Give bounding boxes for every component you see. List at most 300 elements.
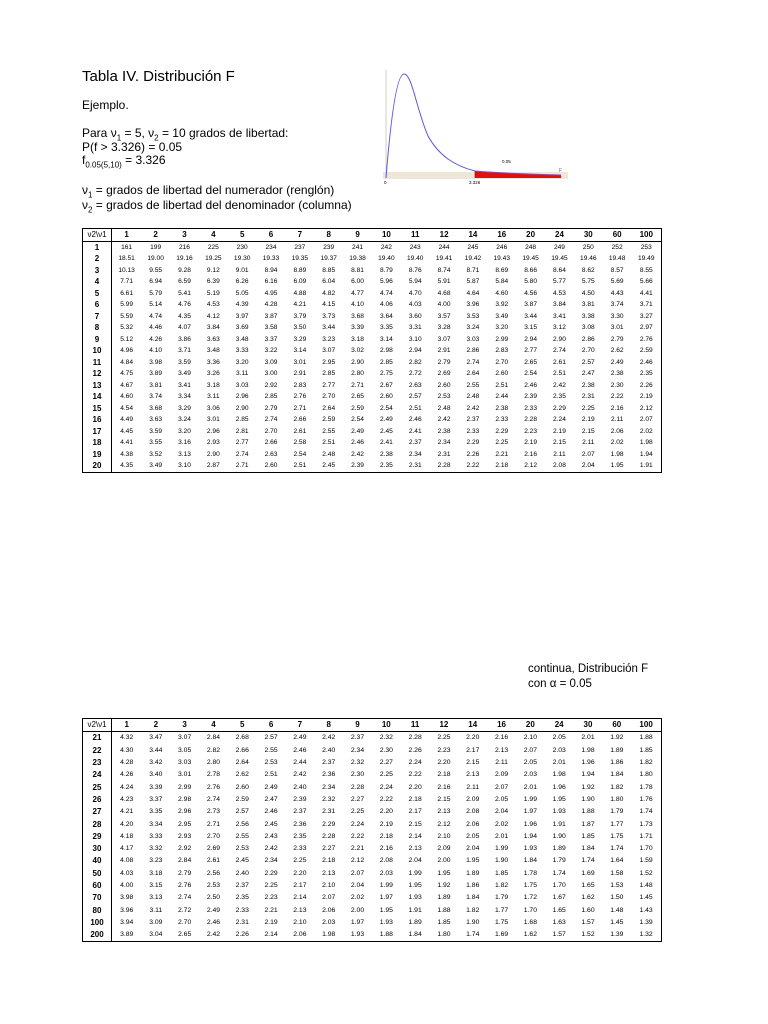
table-row [83,322,662,334]
table-header-row [83,719,662,732]
table-cell: 2.34 [322,783,336,791]
table-cell: 2.06 [610,427,624,435]
table-cell: 3.98 [149,358,163,366]
table-row [83,241,662,253]
table-cell: 2.92 [264,381,278,389]
table-cell: 4.39 [235,301,249,309]
table-cell: 2.74 [553,347,566,355]
table-cell: 2.37 [322,759,336,767]
table-cell: 3.44 [322,324,336,332]
table-row [83,253,662,265]
table-cell: 1.95 [466,857,480,865]
table-cell: 2.20 [408,783,422,791]
table-cell: 2.13 [494,746,509,754]
column-header: 11 [401,719,430,732]
table-cell: 1.39 [610,931,624,939]
row-header: 40 [83,855,112,867]
table-cell: 2.27 [379,759,393,767]
table-cell: 3.20 [235,358,249,366]
table-cell: 2.83 [293,381,307,389]
table-cell: 4.30 [120,746,134,754]
table-cell: 2.85 [322,370,336,378]
table-cell: 2.42 [437,416,451,424]
table-cell: 3.87 [524,301,538,309]
table-cell: 2.96 [206,427,220,435]
table-cell: 2.79 [437,358,451,366]
table-cell: 1.88 [581,808,595,816]
row-header: 16 [83,414,112,426]
table-cell: 2.33 [495,416,509,424]
column-header: 5 [228,229,257,242]
table-cell: 6.26 [235,278,249,286]
table-cell: 2.91 [293,370,307,378]
table-cell: 6.39 [206,278,220,286]
table-cell: 2.62 [235,771,249,779]
column-header: 6 [257,719,286,732]
table-cell: 2.56 [235,820,249,828]
table-cell: 2.53 [264,759,278,767]
column-header: 7 [285,229,314,242]
table-cell: 3.12 [553,324,566,332]
table-cell: 2.61 [293,427,307,435]
row-header: 2 [83,253,112,265]
table-cell: 2.14 [264,931,278,939]
table-cell: 3.24 [466,324,480,332]
table-cell: 8.57 [610,266,624,274]
table-cell: 2.24 [408,759,422,767]
table-cell: 2.07 [322,894,336,902]
column-header: 1 [112,229,142,242]
table-cell: 2.10 [322,882,336,889]
table-cell: 5.84 [495,278,509,286]
row-header: 28 [83,818,112,830]
table-cell: 3.42 [149,759,163,767]
table-cell: 2.11 [495,759,508,767]
column-header: 12 [430,719,459,732]
table-cell: 19.38 [349,255,366,263]
table-cell: 5.75 [581,278,595,286]
table-cell: 1.74 [466,931,480,939]
table-cell: 19.41 [435,255,453,263]
table-cell: 2.71 [206,820,221,828]
table-cell: 2.46 [206,918,221,926]
table-cell: 4.68 [437,289,451,297]
table-cell: 2.28 [322,832,336,840]
table-cell: 2.76 [293,393,307,401]
table-cell: 4.35 [178,312,191,320]
table-cell: 1.84 [523,857,537,865]
table-cell: 8.94 [264,266,278,274]
table-cell: 2.57 [235,808,249,816]
table-cell: 1.97 [350,918,365,926]
table-cell: 2.35 [553,393,566,401]
table-cell: 1.57 [581,918,595,926]
table-cell: 2.29 [553,404,566,412]
table-cell: 4.32 [120,734,134,742]
table-cell: 3.20 [495,324,509,332]
table-cell: 1.62 [581,894,595,902]
table-cell: 4.88 [293,289,307,297]
table-cell: 2.18 [437,771,451,779]
table-cell: 2.42 [264,845,278,853]
table-cell: 3.18 [206,381,220,389]
row-header: 5 [83,288,112,300]
table-cell: 1.57 [552,931,566,939]
table-cell: 2.60 [379,393,393,401]
table-cell: 2.22 [466,462,480,470]
table-cell: 4.41 [120,439,134,447]
table-cell: 4.96 [120,347,134,355]
table-cell: 2.96 [235,393,249,401]
table-cell: 2.39 [351,462,364,470]
example-mid: = 5, [121,126,149,140]
row-header: 19 [83,449,112,461]
table-cell: 5.19 [206,289,220,297]
table-cell: 6.94 [149,278,163,286]
table-cell: 1.48 [610,906,624,914]
table-cell: 1.58 [610,869,624,877]
table-cell: 2.49 [293,734,307,742]
column-header: 7 [285,719,314,732]
table-cell: 2.35 [379,462,393,470]
table-cell: 1.84 [610,771,624,779]
table-cell: 4.45 [120,427,134,435]
table-cell: 1.70 [552,882,566,889]
table-cell: 2.16 [524,450,538,458]
table-cell: 2.20 [466,734,480,742]
table-cell: 3.01 [206,416,220,424]
table-cell: 2.61 [553,358,566,366]
table-cell: 2.38 [495,404,509,412]
table-cell: 2.59 [235,795,249,803]
table-cell: 2.00 [437,857,451,865]
table-cell: 3.11 [207,393,220,401]
table-cell: 3.01 [293,358,307,366]
table-cell: 2.04 [466,845,480,853]
table-cell: 4.82 [322,289,336,297]
table-cell: 4.21 [293,301,307,309]
table-cell: 1.75 [610,832,624,840]
table-cell: 18.51 [118,255,135,263]
table-cell: 1.52 [639,869,653,877]
table-cell: 237 [294,243,306,251]
table-cell: 1.90 [581,795,595,803]
table-cell: 2.66 [293,416,307,424]
table-cell: 2.36 [293,820,307,828]
table-cell: 1.91 [552,820,566,828]
table-cell: 1.74 [639,808,653,816]
table-cell: 2.46 [264,808,278,816]
table-cell: 3.23 [322,335,336,343]
table-cell: 3.47 [149,734,163,742]
column-header: 16 [487,719,516,732]
table-cell: 4.12 [206,312,220,320]
table-cell: 3.07 [437,335,451,343]
table-cell: 2.51 [293,462,307,470]
table-cell: 3.98 [120,894,134,902]
table-cell: 1.95 [610,462,624,470]
table-cell: 3.86 [178,335,191,343]
table-cell: 19.48 [608,255,626,263]
table-cell: 2.60 [235,783,249,791]
continuation-prefix: con [528,678,550,690]
table-cell: 2.42 [553,381,566,389]
row-header: 18 [83,437,112,449]
column-header: 9 [343,229,372,242]
table-cell: 4.10 [351,301,364,309]
table-cell: 1.94 [581,771,595,779]
table-cell: 3.08 [581,324,595,332]
table-cell: 3.07 [178,734,192,742]
table-row [83,391,662,403]
table-cell: 3.35 [149,808,163,816]
table-cell: 2.72 [408,370,422,378]
table-cell: 2.13 [293,906,307,914]
table-cell: 2.79 [264,404,278,412]
table-cell: 2.60 [437,381,451,389]
table-cell: 2.37 [466,416,480,424]
table-cell: 1.92 [581,783,595,791]
table-cell: 2.25 [437,734,451,742]
table-cell: 4.74 [379,289,393,297]
table-cell: 3.74 [149,393,163,401]
table-cell: 2.90 [235,404,249,412]
table-cell: 2.93 [178,832,192,840]
table-row [83,311,662,323]
table-cell: 2.49 [264,783,278,791]
column-header: 14 [458,719,487,732]
table-cell: 2.80 [206,759,221,767]
table-cell: 5.59 [120,312,134,320]
table-cell: 2.05 [523,759,537,767]
table-cell: 2.92 [178,845,192,853]
table-cell: 2.44 [495,393,509,401]
table-cell: 1.59 [639,857,653,865]
table-cell: 2.35 [293,832,307,840]
table-cell: 2.94 [524,335,538,343]
table-cell: 2.22 [610,393,624,401]
table-cell: 2.41 [408,427,422,435]
table-cell: 3.84 [206,324,220,332]
table-cell: 5.80 [524,278,538,286]
table-cell: 2.74 [206,795,221,803]
row-header: 15 [83,403,112,415]
table-cell: 1.79 [494,894,509,902]
table-cell: 3.33 [149,832,163,840]
table-cell: 2.14 [293,894,307,902]
table-cell: 3.14 [379,335,393,343]
table-cell: 19.37 [320,255,337,263]
table-cell: 2.01 [552,759,566,767]
table-cell: 3.30 [610,312,624,320]
table-cell: 2.77 [235,439,249,447]
table-cell: 2.71 [235,462,249,470]
table-cell: 3.16 [178,439,191,447]
table-cell: 2.66 [264,439,278,447]
table-cell: 3.48 [235,335,249,343]
nu-sub-1: 1 [88,190,93,200]
table-cell: 2.04 [494,808,509,816]
density-line [386,74,561,178]
table-cell: 2.21 [495,450,509,458]
table-cell: 1.89 [437,894,451,902]
table-cell: 3.48 [206,347,220,355]
table-cell: 8.69 [495,266,509,274]
table-cell: 3.18 [351,335,364,343]
table-cell: 2.85 [235,416,249,424]
table-cell: 2.77 [322,381,336,389]
table-cell: 4.07 [178,324,191,332]
nu-symbol: ν [148,126,155,140]
table-cell: 2.45 [264,820,278,828]
table-cell: 1.75 [494,918,509,926]
table-cell: 2.12 [524,462,538,470]
table-cell: 19.49 [638,255,655,263]
table-cell: 2.29 [322,820,336,828]
column-header: 24 [545,229,574,242]
table-row [83,368,662,380]
table-cell: 1.69 [494,931,509,939]
table-cell: 1.67 [552,894,566,902]
row-header: 21 [83,732,112,745]
table-cell: 2.02 [350,894,365,902]
row-header: 80 [83,904,112,916]
table-cell: 1.92 [610,734,624,742]
table-cell: 2.06 [322,906,336,914]
table-cell: 245 [467,243,479,251]
table-cell: 1.79 [610,808,624,816]
table-cell: 2.37 [293,808,307,816]
table-cell: 2.03 [379,869,393,877]
table-cell: 1.74 [552,869,566,877]
table-cell: 19.33 [262,255,280,263]
table-cell: 1.50 [610,894,624,902]
table-cell: 2.31 [235,918,249,926]
table-cell: 1.94 [523,832,537,840]
table-cell: 2.29 [495,427,509,435]
table-cell: 1.74 [581,857,595,865]
table-cell: 2.06 [293,931,307,939]
table-cell: 19.43 [493,255,511,263]
table-cell: 4.17 [120,845,134,853]
table-cell: 6.00 [351,278,364,286]
table-cell: 246 [496,243,508,251]
table-cell: 3.00 [264,370,278,378]
table-cell: 2.22 [350,832,365,840]
table-cell: 2.63 [264,450,278,458]
table-cell: 1.53 [610,882,624,889]
table-cell: 1.91 [639,462,653,470]
table-cell: 4.70 [408,289,422,297]
column-header: 4 [199,229,228,242]
table-cell: 3.71 [639,301,653,309]
table-cell: 3.15 [149,882,163,889]
table-cell: 1.98 [552,771,566,779]
table-cell: 2.22 [408,771,422,779]
table-cell: 2.70 [495,358,509,366]
table-cell: 19.30 [233,255,251,263]
table-cell: 2.11 [610,416,624,424]
table-cell: 3.60 [408,312,422,320]
table-cell: 2.07 [523,746,537,754]
table-cell: 1.45 [610,918,624,926]
table-cell: 1.69 [581,869,595,877]
table-cell: 8.66 [524,266,538,274]
table-cell: 2.19 [553,427,566,435]
table-cell: 1.84 [466,894,480,902]
table-cell: 3.05 [178,746,192,754]
table-cell: 2.59 [639,347,653,355]
table-cell: 4.26 [120,771,134,779]
table-cell: 4.38 [120,450,134,458]
column-header: 100 [632,229,662,242]
table-cell: 3.63 [206,335,220,343]
table-cell: 19.45 [522,255,539,263]
table-cell: 1.78 [523,869,537,877]
table-cell: 3.09 [149,918,163,926]
table-cell: 4.26 [149,335,163,343]
table-cell: 9.55 [149,266,163,274]
table-cell: 2.11 [553,450,566,458]
table-cell: 3.33 [235,347,249,355]
table-cell: 2.28 [408,734,422,742]
table-cell: 4.43 [610,289,624,297]
table-cell: 1.88 [379,931,393,939]
column-header: 30 [574,719,603,732]
table-cell: 2.08 [466,808,480,816]
table-cell: 4.15 [322,301,336,309]
table-cell: 2.90 [206,450,220,458]
table-cell: 3.73 [322,312,336,320]
table-cell: 5.14 [149,301,163,309]
table-cell: 2.57 [408,393,422,401]
row-header: 30 [83,843,112,855]
table-cell: 3.59 [149,427,163,435]
table-cell: 4.35 [120,462,134,470]
table-cell: 2.80 [351,370,364,378]
column-header: 9 [343,719,372,732]
table-cell: 2.23 [437,746,451,754]
table-cell: 2.34 [408,450,422,458]
table-cell: 4.56 [524,289,538,297]
table-cell: 3.35 [379,324,393,332]
table-cell: 1.80 [610,795,624,803]
table-cell: 2.45 [379,427,393,435]
table-cell: 2.18 [322,857,336,865]
table-cell: 2.46 [293,746,307,754]
table-cell: 4.21 [120,808,134,816]
table-cell: 2.34 [350,746,365,754]
table-cell: 8.89 [293,266,307,274]
table-cell: 2.42 [293,771,307,779]
table-cell: 3.37 [149,795,163,803]
table-cell: 1.86 [466,882,480,889]
column-header: 2 [141,719,170,732]
table-cell: 4.06 [379,301,393,309]
table-cell: 2.49 [351,427,364,435]
table-cell: 2.05 [494,795,509,803]
table-cell: 3.32 [149,845,163,853]
row-header: 1 [83,241,112,253]
table-cell: 4.95 [264,289,278,297]
table-cell: 2.25 [379,771,393,779]
table-cell: 3.81 [581,301,595,309]
table-cell: 4.03 [408,301,422,309]
table-cell: 3.03 [178,759,192,767]
table-cell: 2.26 [235,931,249,939]
table-cell: 2.46 [639,358,653,366]
table-cell: 19.00 [147,255,164,263]
